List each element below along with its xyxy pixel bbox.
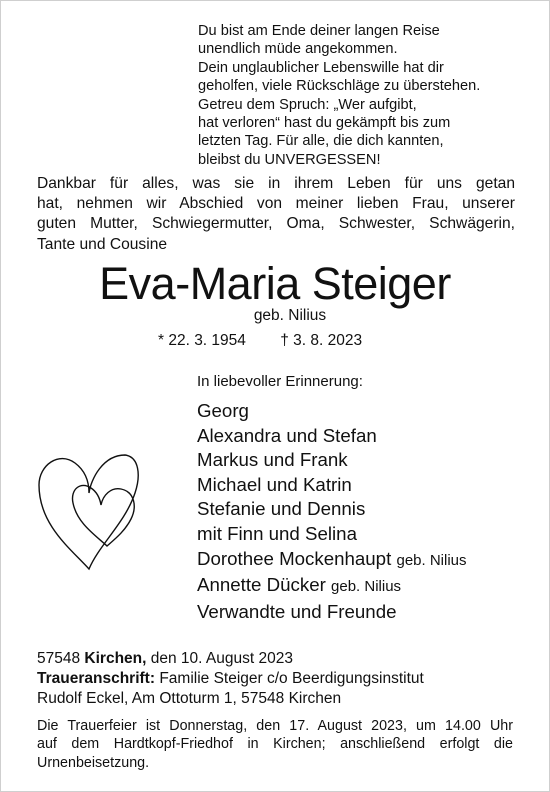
poem-line: unendlich müde angekommen. [198,41,398,58]
birth-date: * 22. 3. 1954 [158,332,246,349]
intro-line: Tante und Cousine [37,235,168,253]
funeral-service-notice [37,717,513,772]
poem-line: Dein unglaublicher Lebenswille hat dir [198,59,444,76]
service-line: auf dem Hardtkopf-Friedhof in Kirchen; anschließend erfolgt die [37,736,513,753]
intro-line: Dankbar für alles, was sie in ihrem Leben für uns getan [37,175,515,192]
date-line: den 10. August 2023 [150,650,293,667]
city: Kirchen, [84,650,147,667]
deceased-name: Eva-Maria Steiger [99,258,451,309]
mourner: Alexandra und Stefan [197,424,377,446]
mourner-maiden-name: geb. Nilius [396,551,467,569]
mourner-maiden-name: geb. Nilius [331,578,402,596]
address-line-1: Familie Steiger c/o Beerdigungsinstitut [159,670,424,687]
life-dates [158,331,362,351]
address-line-2: Rudolf Eckel, Am Ottoturm 1, 57548 Kirchen [37,689,342,707]
intro-text [37,174,515,255]
poem [198,22,528,169]
maiden-name: geb. Nilius [253,307,327,324]
mourning-address [37,669,424,708]
service-line: Die Trauerfeier ist Donnerstag, den 17. August 2023, um 14.00 Uhr [37,718,513,734]
memory-label: In liebevoller Erinnerung: [197,373,363,390]
zip-code: 57548 [37,650,81,667]
mourner: Dorothee Mockenhaupt geb. Nilius [197,547,467,569]
mourner: Georg [197,400,249,421]
mourner: mit Finn und Selina [197,522,357,544]
poem-line: hat verloren“ hast du gekämpft bis zum [198,115,451,132]
mourner: Annette Dücker geb. Nilius [197,574,402,596]
intro-line: guten Mutter, Schwiegermutter, Oma, Schwester, Schwägerin, [37,215,515,233]
mourner: Markus und Frank [197,449,348,471]
death-date: † 3. 8. 2023 [280,332,363,349]
service-line: Urnenbeisetzung. [37,754,150,771]
intro-line: hat, nehmen wir Abschied von meiner lieben Frau, unserer [37,195,515,213]
poem-line: geholfen, viele Rückschläge zu überstehen. [198,78,481,95]
mourner: Verwandte und Freunde [197,600,397,622]
address-label: Traueranschrift: [37,670,156,687]
poem-line: Getreu dem Spruch: „Wer aufgibt, [198,96,417,113]
mourner: Michael und Katrin [197,473,352,495]
mourners-list [197,399,467,624]
place-date [37,649,293,669]
poem-line: letzten Tag. Für alle, die dich kannten, [198,133,444,150]
poem-line: Du bist am Ende deiner langen Reise [198,23,440,39]
poem-line: bleibst du UNVERGESSEN! [198,151,381,168]
mourner: Stefanie und Dennis [197,498,366,520]
two-hearts-icon [33,441,143,574]
